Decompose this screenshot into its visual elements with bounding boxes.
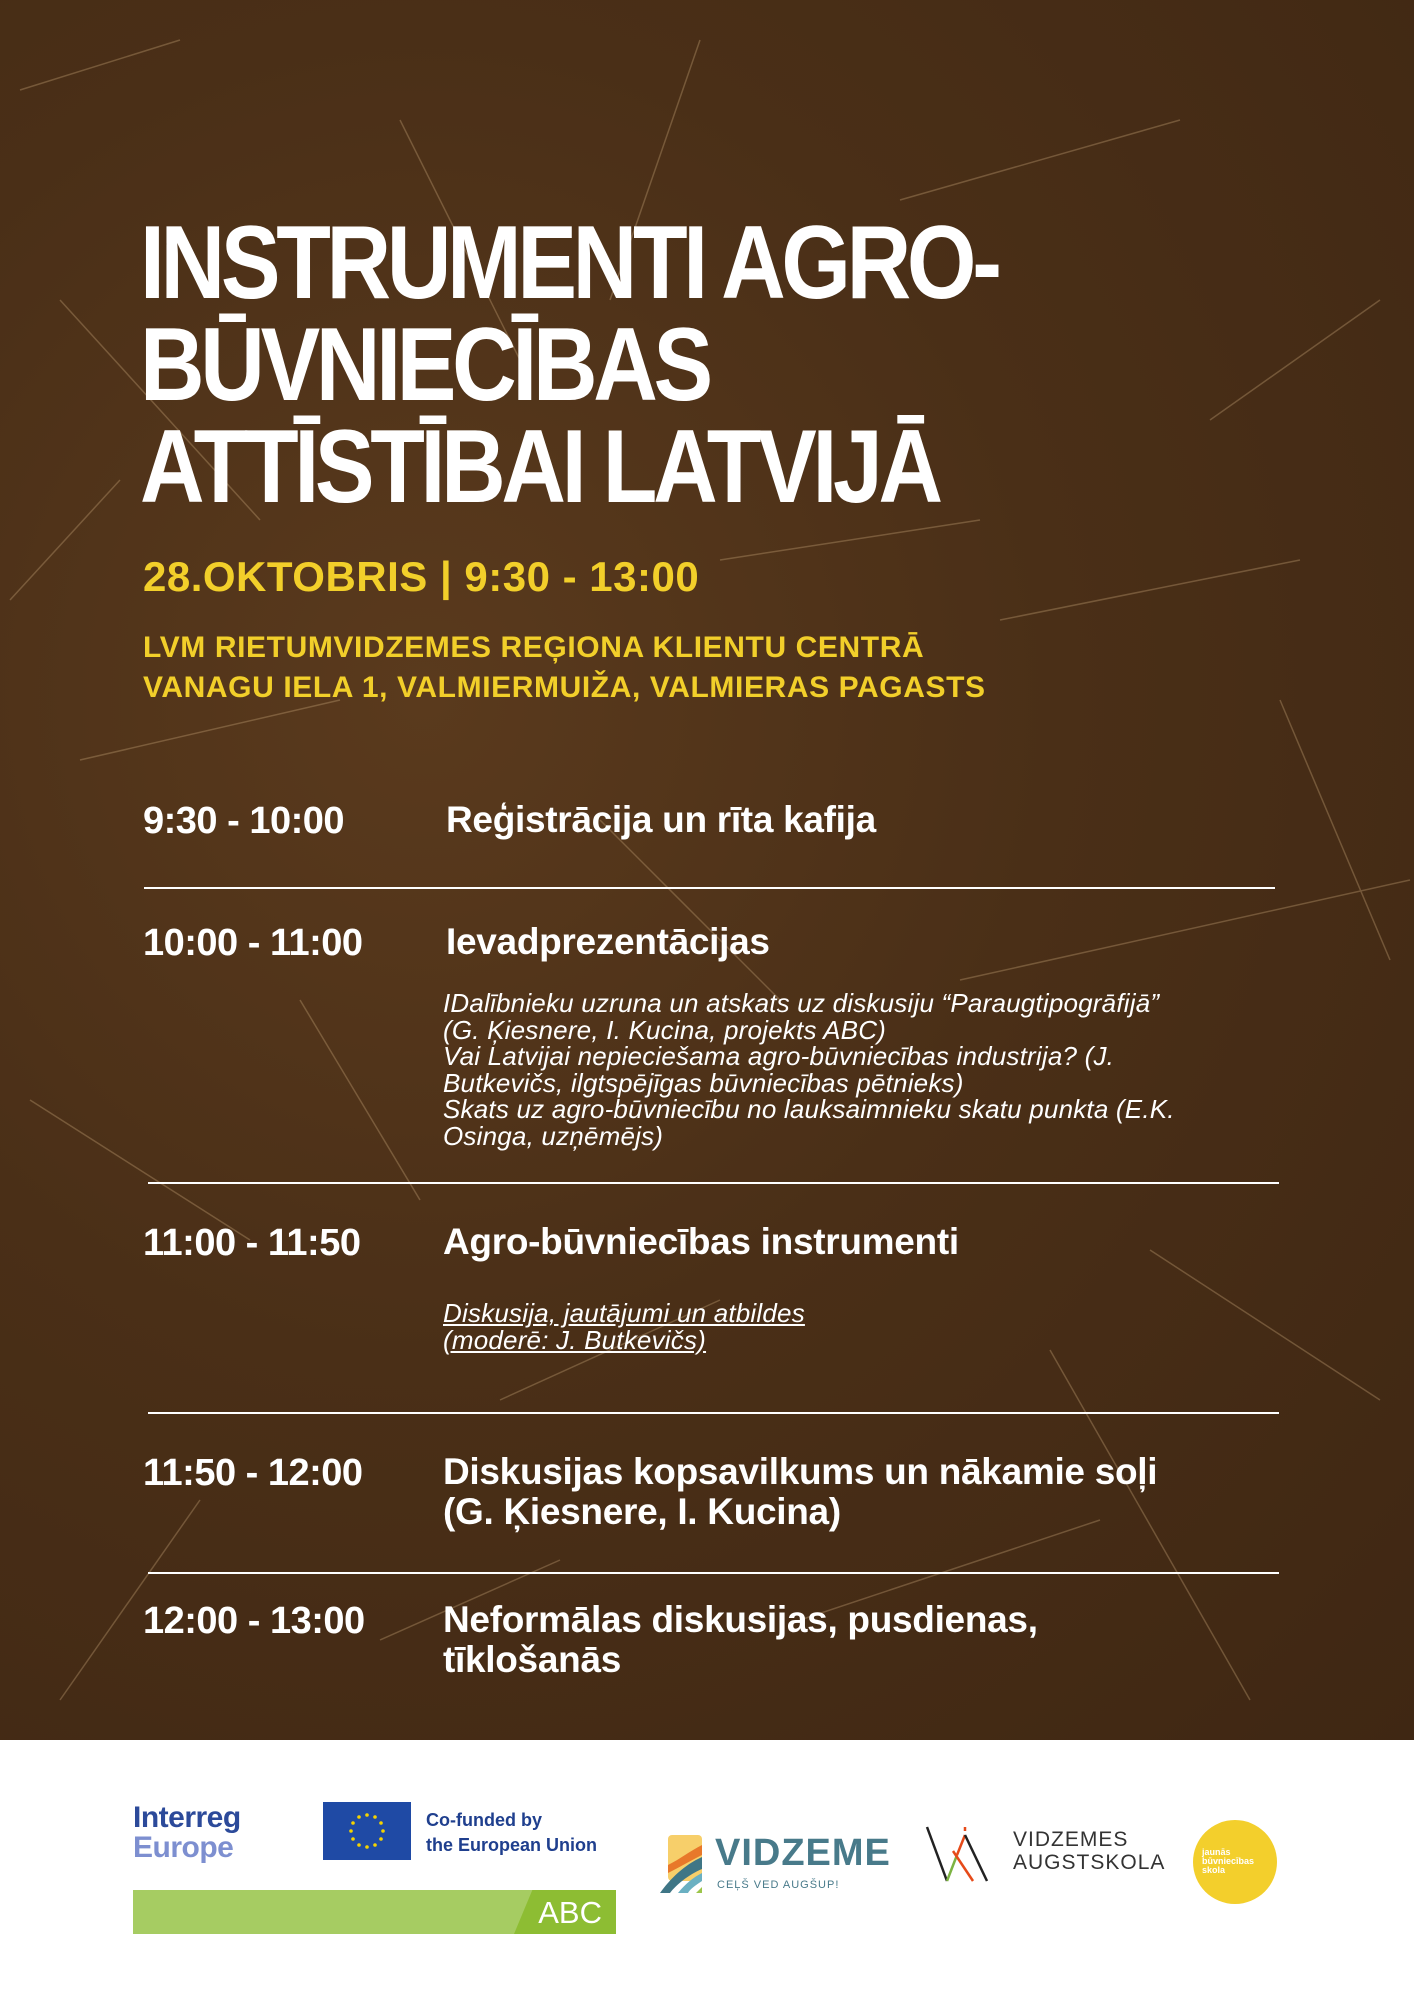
eu-cofunded-text — [426, 1808, 597, 1858]
va-name — [1013, 1828, 1165, 1874]
logo-text: Interreg — [133, 1801, 241, 1834]
agenda-time: 11:00 - 11:50 — [143, 1222, 361, 1264]
logo-text: the European Union — [426, 1835, 597, 1855]
title-line: Diskusijas kopsavilkums un nākamie soļi — [443, 1451, 1158, 1492]
agenda-title: Agro-būvniecības instrumenti — [443, 1221, 959, 1262]
logo-text: būvniecības — [1202, 1856, 1255, 1866]
divider — [148, 1412, 1279, 1414]
vidzeme-slogan: CEĻŠ VED AUGŠUP! — [717, 1879, 840, 1891]
location-line: VANAGU IELA 1, VALMIERMUIŽA, VALMIERAS PAGASTS — [143, 671, 986, 704]
agenda-time: 12:00 - 13:00 — [143, 1600, 365, 1642]
event-location — [143, 628, 986, 708]
logo-text: VIDZEMES — [1013, 1828, 1129, 1851]
detail-line: (G. Ķiesnere, I. Kucina, projekts ABC) — [443, 1014, 887, 1045]
vidzeme-mark-icon — [660, 1835, 706, 1893]
jbs-text — [1202, 1848, 1254, 1875]
detail-line: IDalībnieku uzruna un atskats uz diskusiju “Paraugtipogrāfijā” — [443, 988, 1160, 1018]
title-line: INSTRUMENTI AGRO- — [140, 205, 998, 321]
agenda-title: Reģistrācija un rīta kafija — [446, 799, 876, 840]
agenda-time: 10:00 - 11:00 — [143, 922, 363, 964]
title-line: (G. Ķiesnere, I. Kucina) — [443, 1491, 841, 1532]
logo-text: AUGSTSKOLA — [1013, 1851, 1166, 1874]
abc-label: ABC — [538, 1895, 602, 1930]
jaunas-buvniecibas-skola-logo — [1193, 1820, 1277, 1904]
logo-text: Europe — [133, 1831, 234, 1864]
detail-link[interactable]: Diskusija, jautājumi un atbildes — [443, 1298, 805, 1328]
detail-line: Vai Latvijai nepieciešama agro-būvniecības industrija? (J. — [443, 1041, 1115, 1071]
partner-logos — [0, 1740, 1414, 2000]
agenda-title — [443, 1600, 1038, 1680]
divider — [148, 1572, 1279, 1574]
agenda-details[interactable] — [443, 1300, 805, 1353]
event-title — [140, 205, 998, 525]
logo-text: skola — [1202, 1865, 1226, 1875]
interreg-europe-logo — [133, 1803, 241, 1863]
title-line: ATTĪSTĪBAI LATVIJĀ — [140, 409, 939, 525]
detail-line: Osinga, uzņēmējs) — [443, 1120, 664, 1151]
agenda-title: Ievadprezentācijas — [446, 921, 770, 962]
event-date-time: 28.OKTOBRIS | 9:30 - 13:00 — [143, 553, 700, 600]
eu-flag-icon — [323, 1802, 411, 1860]
agenda-time: 11:50 - 12:00 — [143, 1452, 363, 1494]
title-line: tīklošanās — [443, 1639, 621, 1680]
agenda-details — [443, 990, 1175, 1149]
logo-text: jaunās — [1202, 1847, 1231, 1857]
title-line: Neformālas diskusijas, pusdienas, — [443, 1599, 1038, 1640]
detail-line: Skats uz agro-būvniecību no lauksaimnieku skatu punkta (E.K. — [443, 1094, 1175, 1124]
detail-line: Butkevičs, ilgtspējīgas būvniecības pētnieks) — [443, 1067, 964, 1098]
vidzeme-name: VIDZEME — [715, 1832, 891, 1874]
va-mark-icon — [925, 1825, 991, 1883]
detail-link[interactable]: (moderē: J. Butkevičs) — [443, 1324, 707, 1355]
agenda-time: 9:30 - 10:00 — [143, 800, 345, 842]
abc-project-bar — [133, 1890, 616, 1934]
title-line: BŪVNIECĪBAS — [140, 307, 709, 423]
divider — [144, 887, 1275, 889]
logo-text: Co-funded by — [426, 1810, 542, 1830]
location-line: LVM RIETUMVIDZEMES REĢIONA KLIENTU CENTRĀ — [143, 631, 925, 664]
divider — [148, 1182, 1279, 1184]
agenda-title — [443, 1452, 1157, 1532]
